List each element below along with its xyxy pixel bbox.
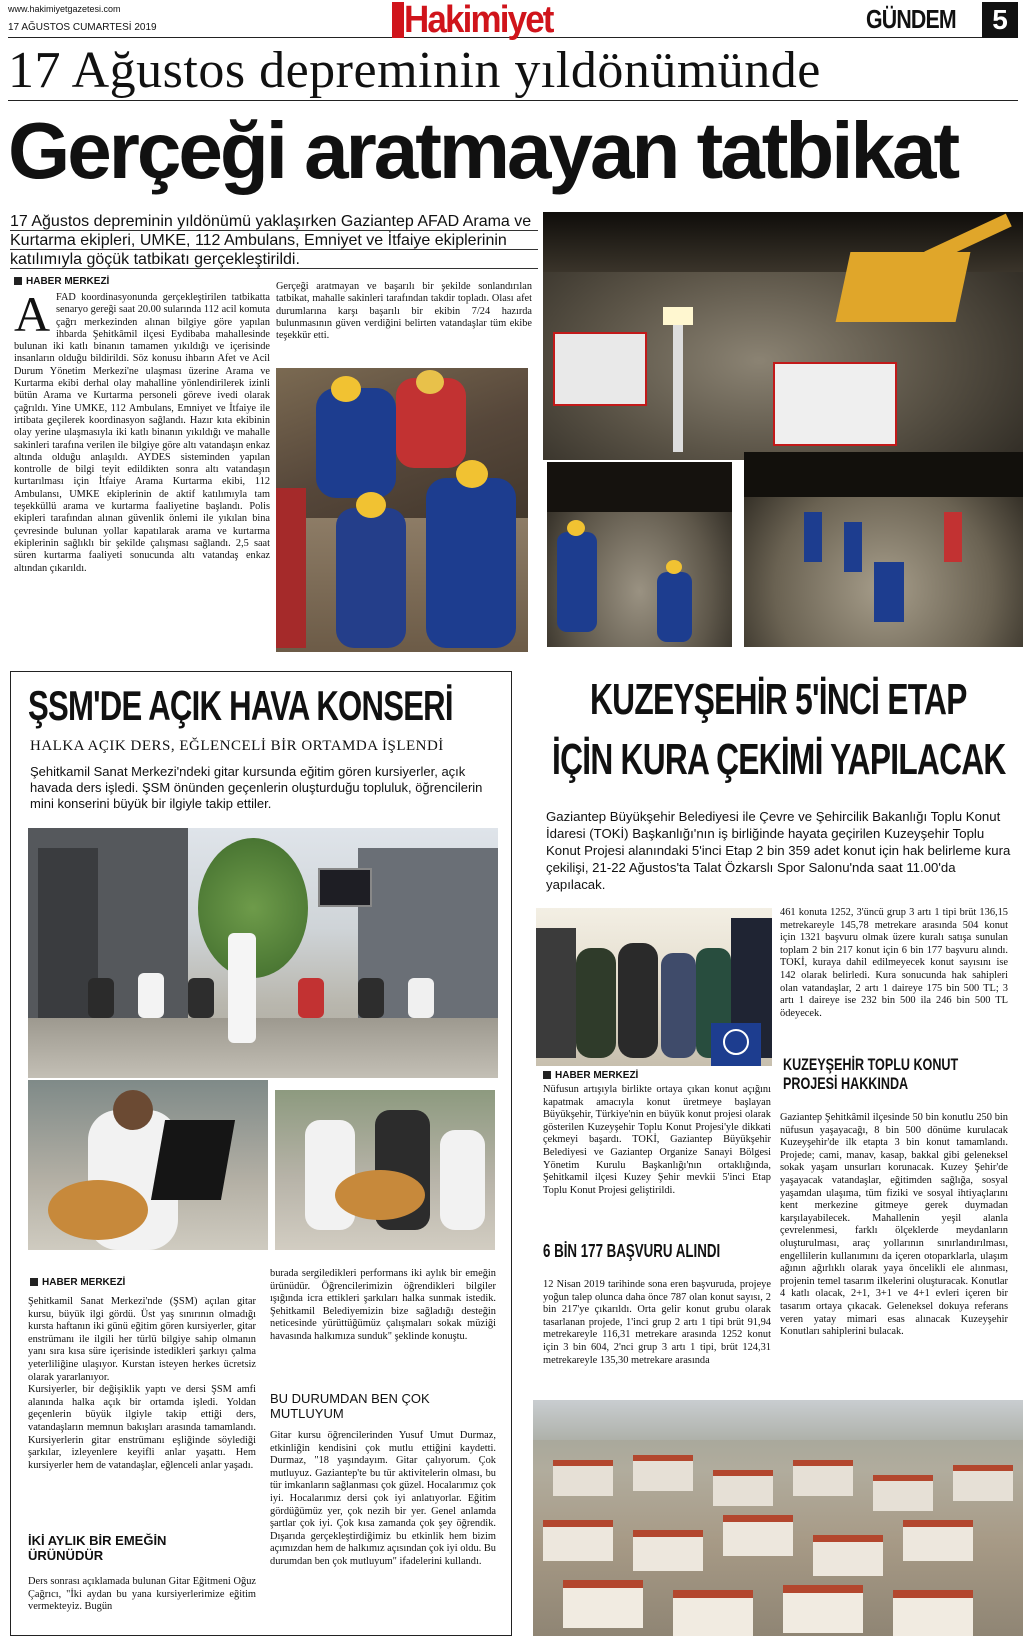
concert-headline-wrap [28,680,498,734]
kicker-rule [8,100,1018,101]
concert-body-2: burada sergiledikleri performans iki aylık bir emeğin ürünüdür. Öğrencilerimizin öğrendikleri bilgiler ışığında icra ettikleri şarkıları halka sunmak istedik. Şehitkamil Belediyemizin bize sağladığı desteğin neticesinde yürüttüğümüz çalışmaları sokak müziği havasında halkımıza sunduk" şeklinde konuştu. [270,1268,496,1342]
kuzey-right-bottom: Gaziantep Şehitkâmil ilçesinde 50 bin konutlu 250 bin nüfusun yaşayacağı, 8 bin 500 dönüme kurulacak Kuzeyşehir'de ilk etapta 3 bin konut tamamlandı. Projede; cami, manav, kasap, bakkal gibi geleneksel sokak yaşam unsurları korunacak. Kuzey Şehir'de yaşayacak vatandaşlar, eğitimden sağlığa, sosyal yaşamdan ulaşıma, tüm fiziki ve sosyal ihtiyaçlarını kent merkezine gitmeye gerek duymadan karşılayabilecek. Mahallenin yeşil alanla çevrelenmesi, farklı ölçeklerde meydanların oluşturulması, araç yollarının sınırlandırılması, engellilerin kullanımını da içeren otoparklarla, ulaşım ağının ağırlıklı olarak yaya öncelikli ele alınması, projenin temel tasarım ilkelerini oluşturacak. Konutlar 4 katlı olacak, 2+1, 3+1 ve 4+1 evleri içeren bir tasarım ortaya çıkacak. Geleneksel dokuya referans veren yatay mimari esas alınacak Kuzeyşehir Konutları sahiplerini bulacak. [780,1112,1008,1338]
lead-headline: Gerçeği aratmayan tatbikat [8,106,958,195]
photo-kuzeysehir-aerial [533,1400,1023,1636]
kuzey-subhead-right-wrap [783,1055,1003,1095]
lead-column-1 [14,292,270,650]
deck-rule-2 [10,249,538,250]
concert-body-2b: Gitar kursu öğrencilerinden Yusuf Umut Durmaz, etkinliğin kendisini çok mutlu ettiğini kaydetti. Durmaz, "18 yaşındayım. Gitar çalıyorum. Çok mutluyuz. Gaziantep'te bu tür aktivitelerin olması, bu tür imkanların sağlanması çok güzel. Hocalarımız çok iyi. Hocalarımız dersi çok iyi anlatıyorlar. Eğitim gördüğümüz yer, çok nezih bir yer. Genel anlamda şartlar çok iyi. Çok kısa zamanda çok şey öğrendik. Dışarıda gerçekleştirdiğimiz bu etkinlik hem bizim açımızdan hem de halkımız açısından çok iyi oldu. Bu durumdan ben çok mutluyum" ifadelerini kullandı. [270,1430,496,1567]
logo-mark [392,2,404,38]
section-label: GÜNDEM [866,4,956,34]
kuzey-headline-1: KUZEYŞEHİR 5'İNCİ ETAP [590,676,967,724]
kuzey-headline-2-wrap [552,736,1022,788]
logo [404,0,566,40]
deck-rule-1 [10,230,538,231]
kuzey-deck: Gaziantep Büyükşehir Belediyesi ile Çevre ve Şehircilik Bakanlığı Toplu Konut İdaresi (TOKİ) Başkanlığı'nın iş birliğinde hayata geçirilen Kuzeyşehir Toplu Konut Projesi alanındaki 5'inci Etap 2 bin 359 adet konut için hak belirleme kura çekilişi, 21-22 Ağustos'ta Talat Özkarslı Spor Salonu'nda saat 11.00'da yapılacak. [546,809,1011,892]
kuzey-subhead-right: KUZEYŞEHİR TOPLU KONUT PROJESİ HAKKINDA [783,1055,959,1093]
lead-byline: HABER MERKEZİ [14,276,109,287]
photo-night-team-1 [547,462,732,647]
kuzey-right-top: 461 konuta 1252, 3'üncü grup 3 artı 1 tipi brüt 136,15 metrekareyle 145,78 metrekare arasında 504 konut için 1321 başvuru olmak üzere kuralı satışa sunulan toplam 2 bin 217 konut için 6 bin 177 başvuru alındı. TOKİ, kuraya dahil edilmeyecek konut sayısını ise 142 olarak belirledi. Kura sonucunda hak sahipleri olan vatandaşlar, 2 artı 1 daireye 175 bin 500 TL; 3 artı 1 daireye ise 232 bin 500 ila 246 bin 500 TL ödeyecek. [780,907,1008,1019]
concert-headline: ŞSM'DE AÇIK HAVA KONSERİ [28,682,453,729]
logo-text: Hakimiyet [404,0,553,40]
kuzey-left-text: Nüfusun artışıyla birlikte ortaya çıkan konut açığını kapatmak amacıyla konut üretmeye başlayan Büyükşehir, Türkiye'nin en büyük konut projesi olarak gösterilen Kuzeyşehir Toplu Konut Projesi'yle dikkati çekmeyi başardı. TOKİ, Gaziantep Büyükşehir Belediyesi ve Gaziantep Organize Sanayi Bölgesi Yönetim Kurulu Başkanlığı'nın ortaklığında, Şehitkamil ilçesi Kuzey Şehir mevkii 5'inci Etap Toplu Konut Projesi geliştirildi. [543,1084,771,1196]
photo-concert-girl-guitar [28,1080,268,1250]
photo-kuzey-ceremony [536,908,772,1066]
page-number: 5 [982,2,1018,38]
kuzey-subhead-left: 6 BİN 177 BAŞVURU ALINDI [543,1241,721,1261]
issue-date: 17 AĞUSTOS CUMARTESİ 2019 [8,22,157,33]
concert-subhead-2: BU DURUMDAN BEN ÇOK MUTLUYUM [270,1391,430,1421]
photo-night-site-wide [543,212,1023,460]
kuzey-headline-1-wrap [590,676,1010,726]
kuzey-subhead-left-wrap [543,1240,763,1266]
lead-deck: 17 Ağustos depreminin yıldönümü yaklaşırken Gaziantep AFAD Arama ve Kurtarma ekipleri, UMKE, 112 Ambulans, Emniyet ve İtfaiye ekiplerinin katılımıyla göçük tatbikatı gerçekleştirildi. [10,213,532,268]
photo-night-team-2 [744,452,1023,647]
concert-body-1: Şehitkamil Sanat Merkezi'nde (ŞSM) açılan gitar kursu, büyük ilgi gördü. Üst yaş sınırının olmadığı kursta haftanın iki günü eğitim gören kursiyerler, gitar enstrümanı ile ilgili her türlü bilgiye sahip olmanın yanı sıra kısa süre içerisinde istedikleri şarkıyı çalma yeterliliğine ulaşıyor. Kurstan isteyen herkes ücretsiz olarak yararlanıyor. Kursiyerler, bir değişiklik yaptı ve dersi ŞSM amfi alanında halka açık bir ortamda işledi. Yoldan geçenlerin büyük ilgiyle takip ettiği ders, vatandaşların memnun bakışları arasında tamamlandı. Kursiyerlerin gitar enstrümanı eşliğinde söylediği şarkılar, izleyenlere keyifli anlar yaşattı. Hem kursiyerler hem de vatandaşlar, eğlenceli anlar yaşadı. [28,1296,256,1471]
deck-rule-3 [10,268,538,269]
photo-concert-students [275,1090,495,1250]
concert-deck: Şehitkamil Sanat Merkezi'ndeki gitar kursunda eğitim gören kursiyerler, açık havada ders işledi. ŞSM önünden geçenlerin oluşturduğu topluluk, öğrencilerin mini konserini büyük bir ilgiyle takip ettiler. [30,764,483,811]
kuzey-left-text-2: 12 Nisan 2019 tarihinde sona eren başvuruda, projeye yoğun talep olunca daha önce 787 olan konut sayısı, 2 bin 217'ye çıkarıldı. Orta gelir konut grubu olarak tasarlanan projede, 1'inci grup 2 artı 1 tipi brüt 91,94 metrekareyle 116,31 metrekare arasında 1252 konut için 3 bin 604, 2'nci grup 3 artı 1 tipi, brüt 124,31 metrekareyle 135,30 metrekare arasında [543,1279,771,1366]
lead-kicker: 17 Ağustos depreminin yıldönümünde [8,42,821,99]
lead-dropcap: A [14,292,51,342]
concert-byline: HABER MERKEZİ [30,1277,125,1288]
photo-concert-wide [28,828,498,1078]
concert-kicker: HALKA AÇIK DERS, EĞLENCELİ BİR ORTAMDA İŞLENDİ [30,738,444,754]
lead-body-2: Gerçeği aratmayan ve başarılı bir şekilde sonlandırılan tatbikat, mahalle sakinleri tarafından takdir topladı. Olası afet durumlarına karşı başarılı bir ekibin 7/24 hazırda bulunmasının güven verdiğini belirten vatandaşlar tüm ekibe teşekkür etti. [276,281,532,342]
concert-subhead-1: İKİ AYLIK BİR EMEĞİN ÜRÜNÜDÜR [28,1533,167,1563]
photo-rescue-closeup [276,368,528,652]
site-url[interactable]: www.hakimiyetgazetesi.com [8,4,121,14]
kuzey-headline-2: İÇİN KURA ÇEKİMİ YAPILACAK [552,736,1006,784]
concert-body-1b: Ders sonrası açıklamada bulunan Gitar Eğitmeni Oğuz Çağrıcı, "İki aydan bu yana kursiyerlerimize eğitim vermekteyiz. Bugün [28,1576,256,1613]
lead-body-1: FAD koordinasyonunda gerçekleştirilen tatbikatta senaryo gereği saat 20.00 sularında 112 acil komuta çağrı merkezinden alınan bilgiye göre yapılan ihbarda Şehitkâmil ilçesi Eydibaba mahallesinde bulunan iki katlı binanın tamamen yıkıldığı ve içerisinde insanların olduğu bildirildi. Söz konusu ihbarın Afet ve Acil Durum Yönetim Merkezi'ne ulaşması üzerine Arama ve Kurtarma ekibi derhal olay mahalline yönlendirilerek izinli bütün Arama ve Kurtarma personeli göreve ivedi olarak çağrıldı. Yine UMKE, 112 Ambulans, Emniyet ve İtfaiye ile irtibata geçilerek koordinasyon sağlandı. Hazır kıta ekibinin olay yerine ulaşmasıyla iki katlı binanın yıkıldığı ve mahalle sakinleri tarafına verilen ile bilgiye göre altı vatandaşın enkaz altında olduğu anlaşıldı. AYDES sisteminden yapılan kontrolle de bilgi teyit edildikten sonra altı vatandaşın kurtarılması için İtfaiye Arama Kurtarma ekibi, 112 Ambulansı, UMKE ekiplerinin de aktif katılımıyla tam teşekküllü arama ve kurtarma faaliyetine başlandı. Polis ekipleri tarafından alınan güvenlik önlemi ile yıkılan bina çevresinde bulunan yollar kapatılarak arama ve kurtarma ekiplerinin sağlıklı bir şekilde çalışması sağlandı. 2,5 saat süren kurtarma faaliyeti sonucunda altı vatandaş enkaz altından çıkarıldı. [14,292,270,574]
kuzey-byline: HABER MERKEZİ [543,1070,638,1081]
